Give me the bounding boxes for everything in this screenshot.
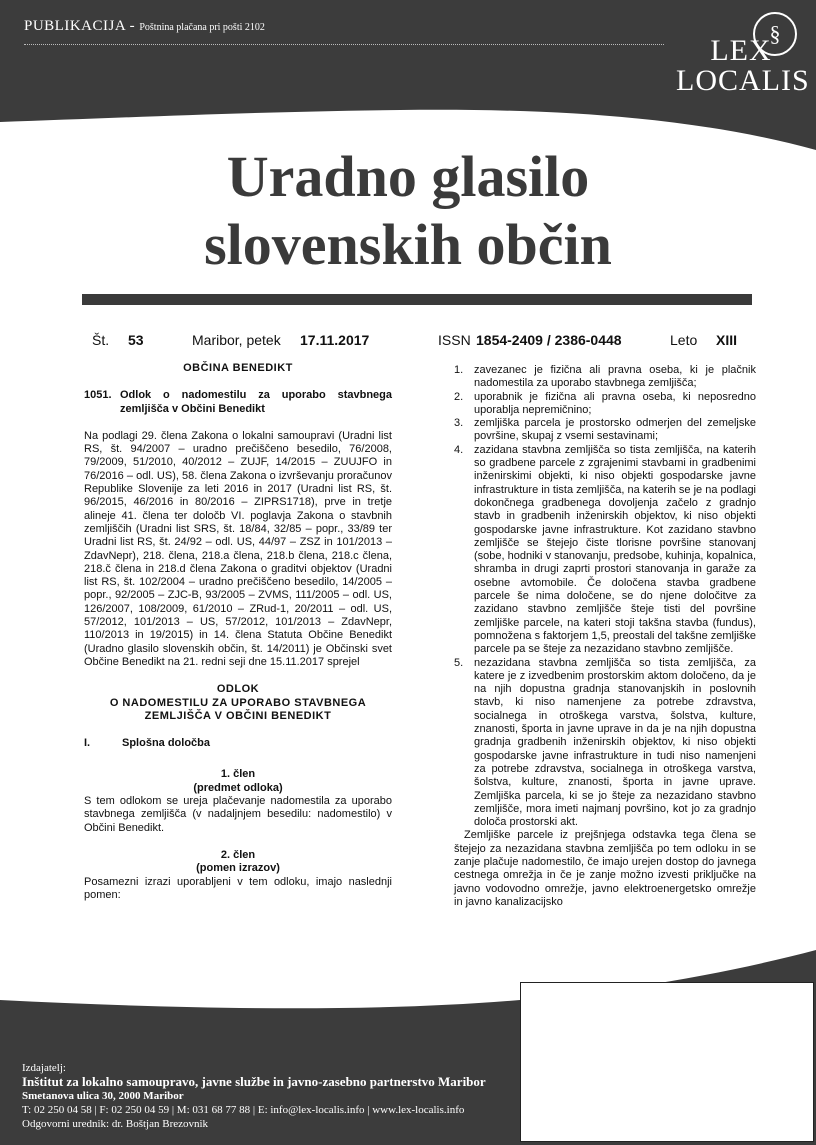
imprint-address: Smetanova ulica 30, 2000 Maribor xyxy=(22,1090,184,1102)
issue-number: 53 xyxy=(128,332,144,348)
list-item-number: 1. xyxy=(454,364,464,376)
list-item-number: 4. xyxy=(454,443,464,456)
article-2-subheading: (pomen izrazov) xyxy=(196,862,280,875)
logo-line2: LOCALIS xyxy=(676,64,810,97)
act-number: 1051. xyxy=(84,389,112,402)
section-sign-icon: § xyxy=(753,12,797,56)
list-item xyxy=(454,657,756,830)
odlok-heading-3: ZEMLJIŠČA V OBČINI BENEDIKT xyxy=(144,709,332,722)
publikacija-text: PUBLIKACIJA - xyxy=(24,18,136,34)
list-item-text: zazidana stavbna zemljišča so tista zemljišča, na katerih so gradbene parcele z zgrajenimi stavbami in gradbenimi inženirskimi objekti, ki niso objekti gospodarske javne infrastrukture in tista zemljišča, na katerih se je na podlagi dokončnega gradbenega dovoljenja začelo z gradnjo stavb in gradbenih inženirskih objektov, ki niso objekti gospodarske javne infrastrukture. Kot zazidano stavbno zemljišče se štejejo čiste tlorisne površine stanovanj (sobe, hodniki v stanovanju, predsobe, kuhinja, kopalnica, shramba in drugi zaprti prostori stanovanja in garaže za osebne avtomobile. Če določena stavba gradbene parcele še nima določene, se do njene določitve za zazidano stavbno zemljišče šteje tisti del površine zemljiške parcele, na kateri stoji takšna stavba (fundus), pomnožena s faktorjem 1,5, preostali del takšne zemljiške parcele pa se šteje za nezazidano stavbno zemljišče. xyxy=(474,443,756,656)
closing-paragraph: Zemljiške parcele iz prejšnjega odstavka tega člena se štejejo za nezazidana stavbna zemljišča po tem odloku in se zanje plačuje nadomestilo, če imajo urejen dostop do javnega cestnega omrežja in če je zanje možno izvesti priključke na javno vodovodno omrežje, javno elektroenergetsko omrežje in javno kanalizacijsko xyxy=(454,829,756,908)
list-item-number: 5. xyxy=(454,656,464,669)
list-item-text: zemljiška parcela je prostorsko odmerjen del zemeljske površine, skupaj z vsemi sestavinami; xyxy=(474,417,756,443)
article-2-text: Posamezni izrazi uporabljeni v tem odloku, imajo naslednji pomen: xyxy=(84,875,392,901)
imprint xyxy=(22,1061,486,1131)
page-title-line1: Uradno glasilo xyxy=(226,144,590,209)
list-item-text: nezazidana stavbna zemljišča so tista zemljišča, za katere je z izvedbenim prostorskim aktom določeno, da je na njih dopustna gradnja stanovanjskih in poslovnih stavb, ki niso namenjene za potrebe zdravstva, socialnega in otroškega varstva, šolstva, kulture, znanosti, športa in javne uprave in da je na njih dopustna gradnja gradbenih inženirskih objektov, ki niso objekti gospodarske javne infrastrukture in tudi niso namenjeni za potrebe zdravstva, socialnega in otroškega varstva, šolstva, kulture, znanosti, športa in javne uprave. Zemljiška parcela, ki se jo šteje za nezazidano stavbno zemljišče, mora imeti najmanj površino, kot jo za gradnjo določa prostorski akt. xyxy=(474,656,756,829)
article-1-subheading: (predmet odloka) xyxy=(193,781,283,794)
section-title: Splošna določba xyxy=(122,737,211,750)
year-value: XIII xyxy=(716,332,738,348)
section-number: I. xyxy=(84,737,91,750)
year-label: Leto xyxy=(670,332,698,348)
postnina-text: Poštnina plačana pri pošti 2102 xyxy=(139,22,265,33)
issn-label: ISSN xyxy=(438,332,471,348)
odlok-heading-2: O NADOMESTILU ZA UPORABO STAVBNEGA xyxy=(109,696,367,709)
list-item-number: 2. xyxy=(454,390,464,403)
issue-place-day: Maribor, petek xyxy=(192,332,281,348)
preamble-text: Na podlagi 29. člena Zakona o lokalni samoupravi (Uradni list RS, št. 94/2007 – uradno prečiščeno besedilo, 76/2008, 79/2009, 51/2010, 40/2012 – ZUJF, 14/2015 – ZUUJFO in 76/2016 – odl. US), 58. člena Zakona o izvrševanju proračunov Republike Slovenije za leti 2016 in 2017 (Uradni list RS, št. 96/2015, 46/2016 in 80/2016 – ZIPRS1718), prve in tretje alineje 41. člena ter določb VI. poglavja Zakona o stavbnih zemljiščih (Uradni list SRS, št. 18/84, 32/85 – popr., 33/89 ter Uradni list RS, št. 24/92 – odl. US, 44/97 – ZSZ in 101/2013 – ZdavNepr), 218. člena, 218.a člena, 218.b člena, 218.c člena, 218.č člena in 218.d člena Zakona o graditvi objektov (Uradni list RS, št. 102/2004 – uradno prečiščeno besedilo, 14/2005 – popr., 92/2005 – ZJC-B, 93/2005 – ZVMS, 111/2005 – odl. US, 126/2007, 108/2009, 61/2010 – ZRud-1, 20/2011 – odl. US, 57/2012, 101/2013 – US, 57/2012, 101/2013 – ZdavNepr, 110/2013 in 19/2015) in 14. člena Statuta Občine Benedikt (Uradno glasilo slovenskih občin, št. 14/2011) je Občinski svet Občine Benedikt na 21. redni seji dne 15.11.2017 sprejel xyxy=(84,429,392,668)
list-item xyxy=(454,417,756,444)
lex-localis-logo xyxy=(676,34,810,97)
imprint-publisher-label: Izdajatelj: xyxy=(22,1062,66,1074)
page-title-line2: slovenskih občin xyxy=(204,212,612,277)
issue-number-label: Št. xyxy=(92,332,110,348)
list-item xyxy=(454,391,756,418)
municipality-heading: OBČINA BENEDIKT xyxy=(183,362,293,374)
section-heading xyxy=(84,737,392,750)
imprint-institute: Inštitut za lokalno samoupravo, javne službe in javno-zasebno partnerstvo Maribor xyxy=(22,1074,486,1089)
imprint-editor: Odgovorni urednik: dr. Boštjan Brezovnik xyxy=(22,1118,209,1130)
publikacija-label xyxy=(24,18,265,35)
odlok-heading-1: ODLOK xyxy=(216,683,260,696)
list-item xyxy=(454,444,756,657)
list-item xyxy=(454,364,756,391)
right-column xyxy=(454,364,756,909)
act-heading xyxy=(84,389,392,416)
list-item-number: 3. xyxy=(454,417,464,430)
act-title: Odlok o nadomestilu za uporabo stavbnega zemljišča v Občini Benedikt xyxy=(120,389,392,415)
title-rule xyxy=(82,294,752,305)
article-1-text: S tem odlokom se ureja plačevanje nadomestila za uporabo stavbnega zemljišča (v nadaljnjem besedilu: nadomestilo) v Občini Benedikt. xyxy=(84,795,392,834)
issn-value: 1854-2409 / 2386-0448 xyxy=(476,332,622,348)
list-item-text: zavezanec je fizična ali pravna oseba, ki je plačnik nadomestila za uporabo stavbnega zemljišča; xyxy=(474,364,756,390)
imprint-contacts: T: 02 250 04 58 | F: 02 250 04 59 | M: 031 68 77 88 | E: info@lex-localis.info | www.lex-localis.info xyxy=(22,1104,465,1116)
issue-date: 17.11.2017 xyxy=(300,332,370,348)
article-2-heading: 2. člen xyxy=(220,848,256,861)
empty-box xyxy=(520,982,814,1142)
logo-line1: LEX xyxy=(710,34,772,67)
left-column xyxy=(84,362,392,902)
article-1-heading: 1. člen xyxy=(220,768,256,781)
list-item-text: uporabnik je fizična ali pravna oseba, ki neposredno uporablja nepremičnino; xyxy=(474,390,756,416)
header-dotted-divider xyxy=(24,44,664,45)
